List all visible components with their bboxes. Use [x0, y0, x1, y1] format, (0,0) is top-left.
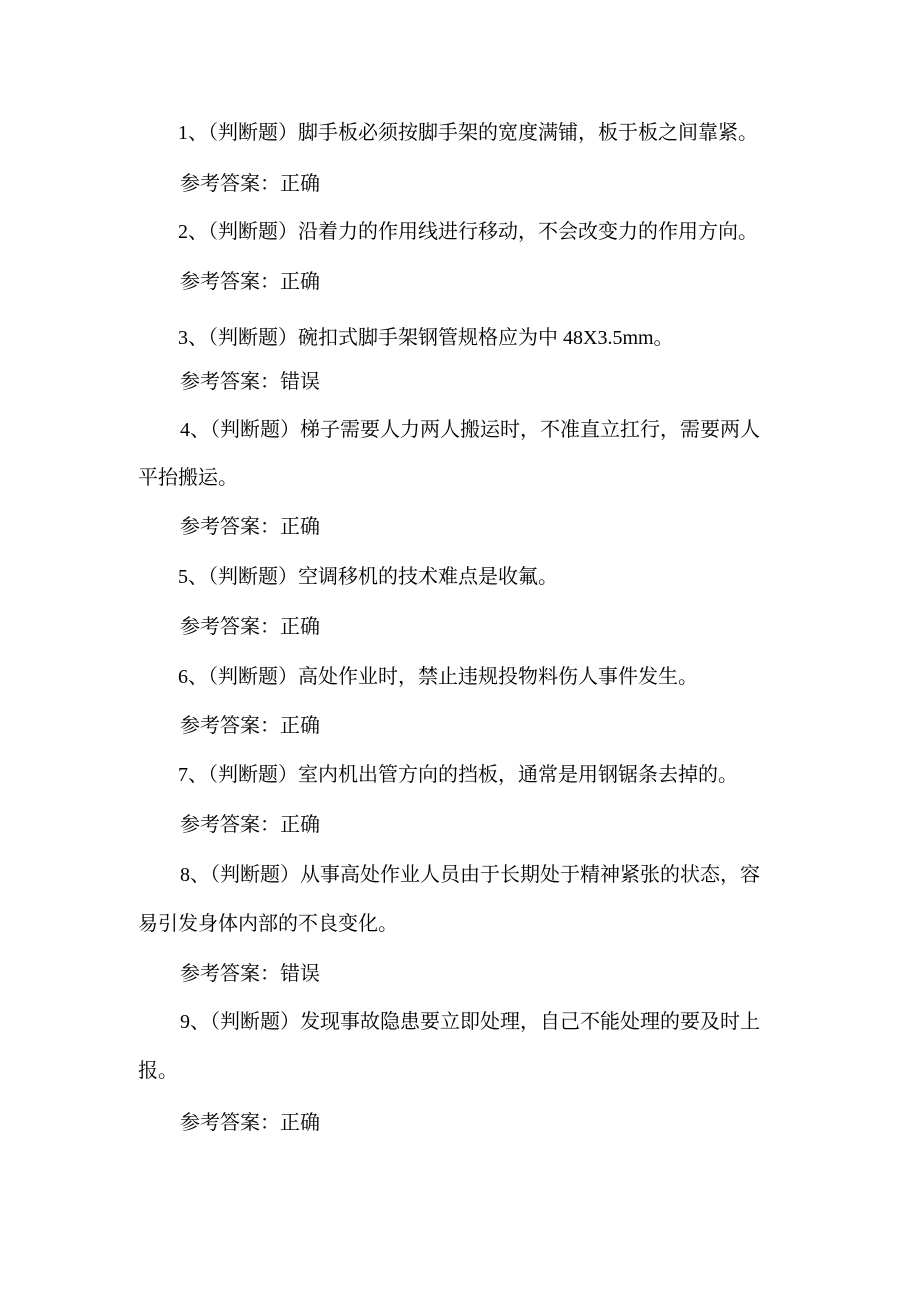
answer-5 — [180, 615, 320, 639]
answer-8 — [180, 962, 320, 986]
question-9-text-line-1: 9、（判断题）发现事故隐患要立即处理，自己不能处理的要及时上 — [180, 1011, 760, 1033]
answer-value: 正确 — [280, 616, 320, 638]
answer-7 — [180, 813, 320, 837]
answer-2 — [180, 270, 320, 294]
question-8-text-line-1: 8、（判断题）从事高处作业人员由于长期处于精神紧张的状态，容 — [180, 864, 760, 886]
question-8-text-line-2: 易引发身体内部的不良变化。 — [138, 913, 398, 935]
answer-1 — [180, 172, 320, 196]
answer-value: 错误 — [280, 963, 320, 985]
question-2-text: 2、（判断题）沿着力的作用线进行移动，不会改变力的作用方向。 — [178, 221, 758, 243]
answer-label: 参考答案： — [180, 271, 280, 293]
answer-9 — [180, 1111, 320, 1135]
answer-value: 正确 — [280, 1112, 320, 1134]
question-7-text: 7、（判断题）室内机出管方向的挡板，通常是用钢锯条去掉的。 — [178, 764, 738, 786]
question-1-text: 1、（判断题）脚手板必须按脚手架的宽度满铺，板于板之间靠紧。 — [178, 122, 758, 144]
question-5-text: 5、（判断题）空调移机的技术难点是收氟。 — [178, 566, 558, 588]
answer-value: 正确 — [280, 814, 320, 836]
answer-label: 参考答案： — [180, 616, 280, 638]
answer-value: 正确 — [280, 715, 320, 737]
answer-value: 错误 — [280, 371, 320, 393]
answer-label: 参考答案： — [180, 715, 280, 737]
answer-value: 正确 — [280, 516, 320, 538]
question-6-text: 6、（判断题）高处作业时，禁止违规投物料伤人事件发生。 — [178, 666, 698, 688]
answer-label: 参考答案： — [180, 1112, 280, 1134]
answer-4 — [180, 515, 320, 539]
answer-label: 参考答案： — [180, 516, 280, 538]
answer-label: 参考答案： — [180, 173, 280, 195]
question-4-text-line-2: 平抬搬运。 — [138, 467, 238, 489]
question-9-text-line-2: 报。 — [138, 1060, 178, 1082]
question-3-text: 3、（判断题）碗扣式脚手架钢管规格应为中 48X3.5mm。 — [178, 327, 674, 349]
question-4-text-line-1: 4、（判断题）梯子需要人力两人搬运时，不准直立扛行，需要两人 — [180, 419, 760, 441]
answer-6 — [180, 714, 320, 738]
answer-value: 正确 — [280, 173, 320, 195]
answer-label: 参考答案： — [180, 814, 280, 836]
answer-label: 参考答案： — [180, 963, 280, 985]
answer-value: 正确 — [280, 271, 320, 293]
answer-label: 参考答案： — [180, 371, 280, 393]
answer-3 — [180, 370, 320, 394]
